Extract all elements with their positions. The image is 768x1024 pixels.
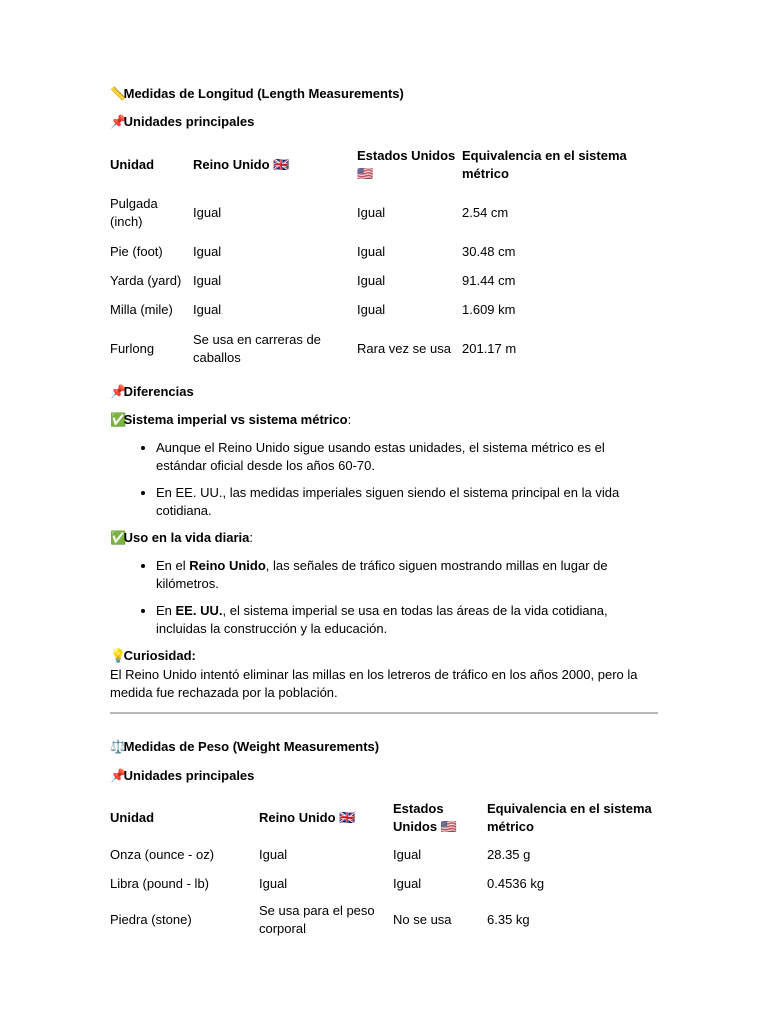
table-cell: Igual [393, 875, 422, 891]
table-row [110, 237, 658, 266]
table-header-row [110, 142, 658, 188]
weight-section-title [110, 738, 658, 757]
table-cell: No se usa [393, 912, 452, 927]
differences-heading-text: Diferencias [123, 384, 194, 399]
table-cell: 2.54 cm [462, 204, 509, 220]
table-cell: Furlong [110, 340, 155, 356]
daily-use-list [110, 557, 658, 638]
length-units-heading-text: Unidades principales [123, 114, 255, 129]
table-cell: Igual [193, 243, 222, 259]
table-row [110, 295, 658, 324]
curiosity-label-text: Curiosidad: [123, 648, 196, 663]
table-row [110, 324, 658, 373]
table-cell: Libra (pound - lb) [110, 875, 209, 891]
table-cell: Igual [357, 243, 386, 259]
section-divider [110, 712, 658, 714]
length-section-title [110, 85, 658, 104]
list-item-text: En el [156, 558, 190, 573]
list-item: • Aunque el Reino Unido sigue usando estas unidades, el sistema métrico es el estándar oficial desde los años 60-70. [156, 439, 658, 475]
table-cell: Igual [259, 846, 288, 862]
table-cell: Igual [193, 272, 222, 288]
table-cell: Igual [259, 875, 288, 891]
daily-label-text: Uso en la vida diaria [123, 530, 250, 545]
table-cell: 6.35 kg [487, 912, 530, 927]
table-row [110, 188, 658, 237]
table-cell: 1.609 km [462, 301, 516, 317]
table-cell: Igual [357, 272, 386, 288]
imperial-label-text: Sistema imperial vs sistema métrico [123, 412, 348, 427]
column-header: Estados Unidos 🇺🇸 [393, 801, 457, 834]
list-item-bold: EE. UU. [175, 603, 223, 618]
column-header: Unidad [110, 810, 155, 825]
daily-label-colon: : [249, 530, 253, 545]
length-units-table [110, 142, 658, 373]
table-row [110, 869, 658, 898]
length-units-heading [110, 113, 658, 132]
lightbulb-icon: 💡 [110, 649, 127, 664]
ruler-icon: 📏 [110, 87, 127, 102]
table-cell: Se usa para el peso corporal [259, 903, 375, 936]
curiosity-text: El Reino Unido intentó eliminar las millas en los letreros de tráfico en los años 2000, pero la medida fue rechazada por la población. [110, 667, 638, 700]
table-row [110, 898, 658, 942]
table-cell: 30.48 cm [462, 243, 516, 259]
table-cell: Pie (foot) [110, 243, 163, 259]
table-cell: 0.4536 kg [487, 875, 545, 891]
document-page [110, 85, 658, 942]
pin-icon: 📌 [110, 769, 127, 784]
imperial-label-colon: : [347, 412, 352, 427]
list-item: • En EE. UU., las medidas imperiales siguen siendo el sistema principal en la vida cotidiana. [156, 484, 658, 520]
check-icon: ✅ [110, 531, 127, 546]
table-cell: Se usa en carreras de caballos [193, 331, 321, 365]
weight-units-heading-text: Unidades principales [123, 768, 255, 783]
table-cell: 201.17 m [462, 340, 517, 356]
column-header: Equivalencia en el sistema métrico [487, 801, 652, 834]
table-cell: Pulgada (inch) [110, 195, 158, 229]
column-header: Unidad [110, 157, 155, 172]
curiosity-block [110, 647, 658, 702]
table-cell: Igual [357, 204, 386, 220]
table-cell: Igual [357, 301, 386, 317]
list-item-text: , las señales de tráfico siguen mostrando millas en lugar de kilómetros. [156, 558, 608, 591]
scale-icon: ⚖️ [110, 740, 127, 755]
list-item-text: , el sistema imperial se usa en todas las áreas de la vida cotidiana, incluidas la construcción y la educación. [156, 603, 608, 636]
imperial-vs-metric-label [110, 411, 658, 430]
differences-heading [110, 383, 658, 402]
table-cell: Onza (ounce - oz) [110, 846, 215, 862]
table-row [110, 266, 658, 295]
column-header: Equivalencia en el sistema métrico [462, 148, 627, 181]
table-cell: Igual [393, 846, 422, 862]
weight-units-heading [110, 767, 658, 786]
list-item [156, 557, 658, 593]
table-cell: Milla (mile) [110, 301, 173, 317]
list-item [156, 602, 658, 638]
daily-use-label [110, 529, 658, 548]
weight-title-text: Medidas de Peso (Weight Measurements) [123, 739, 380, 754]
table-header-row [110, 796, 658, 840]
column-header: Estados Unidos 🇺🇸 [357, 148, 456, 181]
column-header: Reino Unido 🇬🇧 [193, 157, 290, 172]
table-cell: Igual [193, 204, 222, 220]
table-cell: Piedra (stone) [110, 912, 192, 927]
list-item-text: En [156, 603, 176, 618]
length-title-text: Medidas de Longitud (Length Measurements) [123, 86, 404, 101]
imperial-list [110, 439, 658, 520]
table-cell: Igual [193, 301, 222, 317]
weight-units-table [110, 796, 658, 942]
pin-icon: 📌 [110, 385, 127, 400]
pin-icon: 📌 [110, 115, 127, 130]
check-icon: ✅ [110, 413, 127, 428]
column-header: Reino Unido 🇬🇧 [259, 810, 356, 825]
table-row [110, 840, 658, 869]
curiosity-label [110, 648, 196, 663]
table-cell: Rara vez se usa [357, 340, 451, 356]
table-cell: Yarda (yard) [110, 272, 182, 288]
list-item-bold: Reino Unido [189, 558, 266, 573]
table-cell: 28.35 g [487, 846, 531, 862]
table-cell: 91.44 cm [462, 272, 516, 288]
